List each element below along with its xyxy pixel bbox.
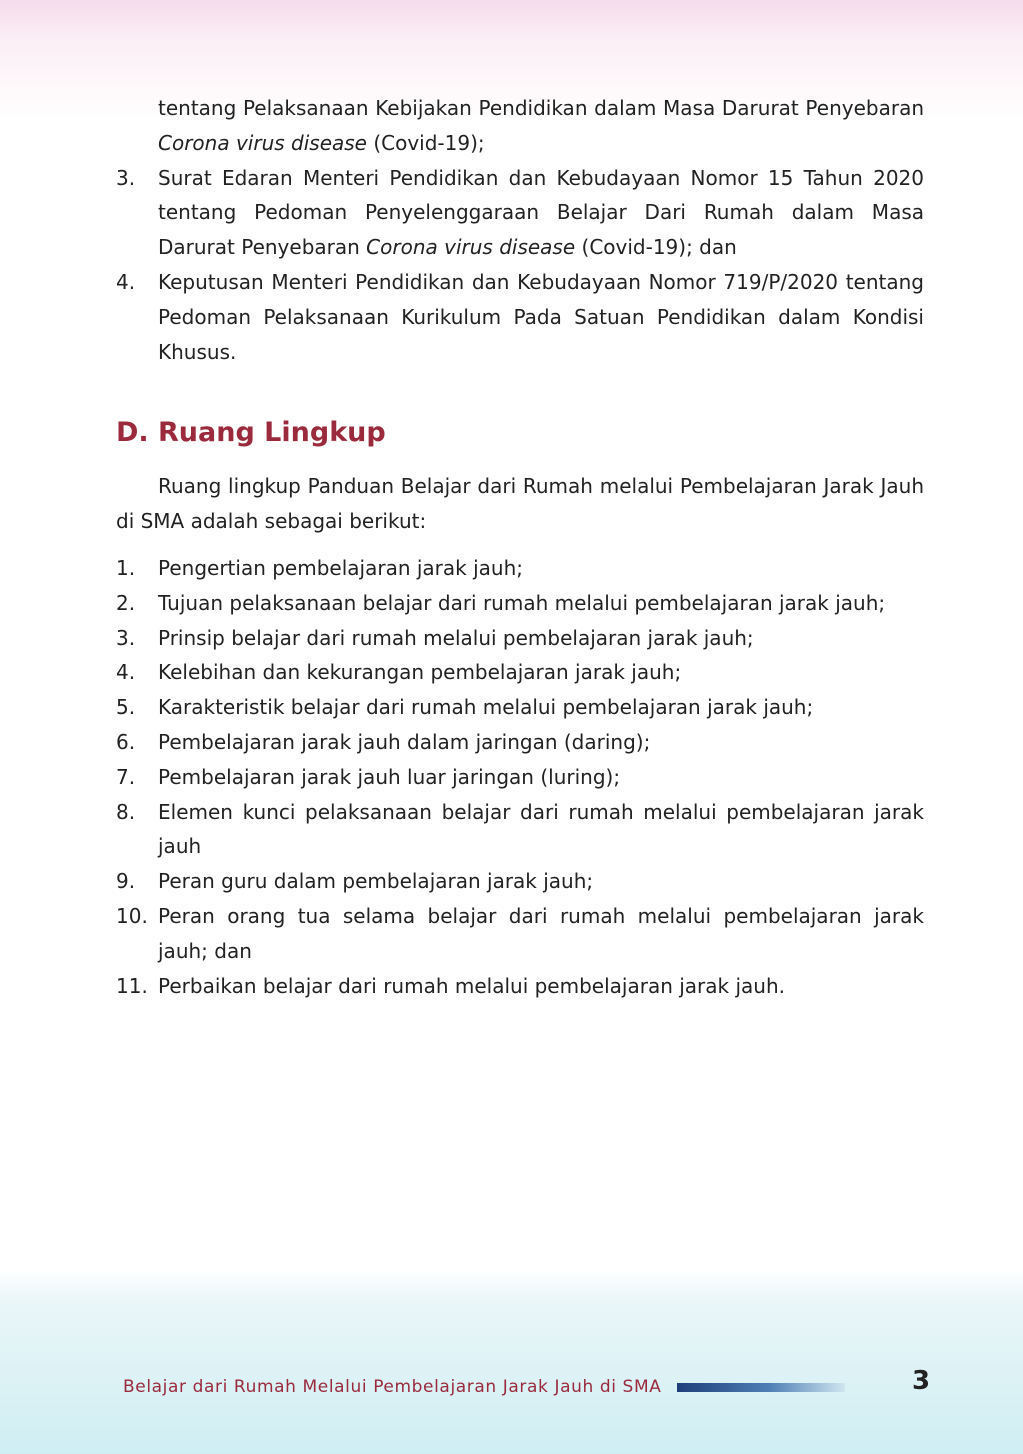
list-item (116, 864, 924, 899)
list-item-text: Prinsip belajar dari rumah melalui pembelajaran jarak jauh; (158, 625, 754, 650)
list-item-text: Pembelajaran jarak jauh dalam jaringan (daring); (158, 729, 651, 754)
legal-item-number: 3. (116, 165, 136, 190)
list-item-number: 9. (116, 869, 136, 894)
list-item (116, 899, 924, 969)
section-intro: Ruang lingkup Panduan Belajar dari Rumah melalui Pembelajaran Jarak Jauh di SMA adalah sebagai berikut: (116, 474, 924, 534)
continuation-after: (Covid-19); (366, 130, 485, 155)
list-item-number: 3. (116, 625, 136, 650)
legal-item-text (158, 161, 924, 265)
list-item (116, 795, 924, 865)
scope-list (116, 551, 924, 1003)
list-item (116, 725, 924, 760)
list-item (116, 551, 924, 586)
list-item-text: Pembelajaran jarak jauh luar jaringan (luring); (158, 764, 621, 789)
list-item-text: Tujuan pelaksanaan belajar dari rumah melalui pembelajaran jarak jauh; (158, 590, 886, 615)
legal-item-number: 4. (116, 269, 136, 294)
legal-item (116, 161, 924, 265)
list-item-number: 6. (116, 729, 136, 754)
footer-bar (677, 1383, 845, 1392)
continuation-line: tentang Pelaksanaan Kebijakan Pendidikan dalam Masa Darurat Penyebaran (158, 96, 924, 120)
page-content (116, 91, 924, 1003)
list-item-number: 7. (116, 764, 136, 789)
page-number: 3 (912, 1366, 931, 1396)
list-item (116, 969, 924, 1004)
list-item-number: 2. (116, 590, 136, 615)
list-item (116, 760, 924, 795)
list-item (116, 655, 924, 690)
list-item-text: Perbaikan belajar dari rumah melalui pembelajaran jarak jauh. (158, 973, 785, 998)
list-item-number: 8. (116, 799, 136, 824)
list-item-number: 4. (116, 660, 136, 685)
list-item-number: 1. (116, 555, 136, 580)
section-letter: D. (116, 417, 149, 449)
list-item-text: Elemen kunci pelaksanaan belajar dari rumah melalui pembelajaran jarak jauh (158, 799, 924, 859)
footer-title: Belajar dari Rumah Melalui Pembelajaran Jarak Jauh di SMA (123, 1377, 662, 1397)
section-title: Ruang Lingkup (158, 417, 386, 449)
list-item-number: 5. (116, 695, 136, 720)
legal-item-italic: Corona virus disease (366, 235, 576, 260)
footer (123, 1372, 928, 1402)
list-item (116, 586, 924, 621)
legal-item-text-before: Surat Edaran Menteri Pendidikan dan Kebudayaan Nomor 15 Tahun 2020 tentang Pedoman Penyelenggaraan Belajar Dari Rumah dalam Masa Darurat Penyebaran (158, 165, 924, 260)
legal-item-text-after: (Covid-19); dan (575, 235, 737, 260)
list-item-number: 10. (116, 903, 148, 928)
legal-item-text: Keputusan Menteri Pendidikan dan Kebudayaan Nomor 719/P/2020 tentang Pedoman Pelaksanaan Kurikulum Pada Satuan Pendidikan dalam Kondisi Khusus. (158, 269, 924, 364)
list-item-text: Kelebihan dan kekurangan pembelajaran jarak jauh; (158, 660, 682, 685)
list-item (116, 690, 924, 725)
list-item-text: Peran orang tua selama belajar dari rumah melalui pembelajaran jarak jauh; dan (158, 903, 924, 963)
continuation-text (116, 91, 924, 161)
section-heading (116, 415, 924, 451)
list-item (116, 621, 924, 656)
legal-item (116, 265, 924, 369)
list-item-text: Peran guru dalam pembelajaran jarak jauh; (158, 869, 594, 894)
list-item-text: Karakteristik belajar dari rumah melalui pembelajaran jarak jauh; (158, 695, 814, 720)
continuation-italic: Corona virus disease (158, 130, 367, 155)
list-item-text: Pengertian pembelajaran jarak jauh; (158, 555, 523, 580)
list-item-number: 11. (116, 973, 148, 998)
